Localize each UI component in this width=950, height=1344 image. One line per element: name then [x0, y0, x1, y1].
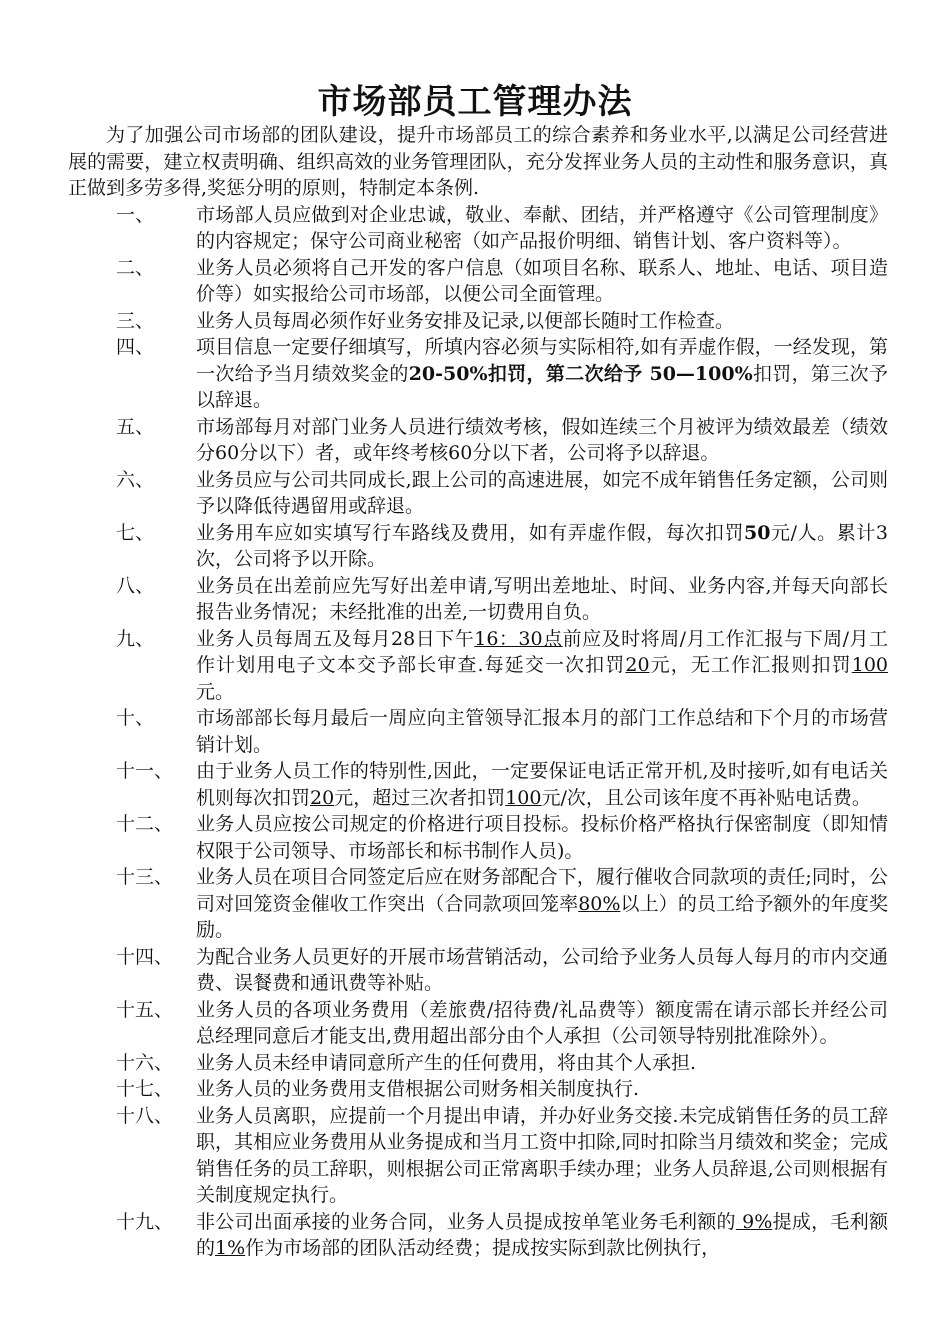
- clause-text: 业务人员的各项业务费用（差旅费/招待费/礼品费等）额度需在请示部长并经公司总经理同意后才能支出,费用超出部分由个人承担（公司领导特别批准除外）。: [196, 998, 888, 1047]
- clause-text-part: 业务人员每周五及每月28日下午: [196, 627, 475, 650]
- clause-text-part: 作为市场部的团队活动经费；提成按实际到款比例执行，: [245, 1237, 721, 1259]
- clause-text: 业务人员应按公司规定的价格进行项目投标。投标价格严格执行保密制度（即知情权限于公司领导、市场部长和标书制作人员)。: [196, 813, 888, 862]
- clause-number: 三、: [116, 309, 155, 332]
- clause-text-part: 业务人员在项目合同签定后应在财务部配合下，履行催收合同款项的责任;同时，公司对回笼资金催收工作突出（合同款项回笼率: [196, 866, 888, 915]
- clause-text: [148, 864, 888, 944]
- penalty-amount-bold: 50: [744, 521, 771, 544]
- rate-underlined: 1%: [215, 1237, 246, 1259]
- clause-15: [68, 997, 888, 1050]
- clause-16: [68, 1050, 888, 1077]
- clause-text: [148, 1209, 888, 1262]
- clause-7: [68, 520, 888, 573]
- clause-number: 十二、: [116, 813, 174, 835]
- clause-text: [148, 334, 888, 414]
- clause-3: [68, 308, 888, 335]
- clause-number: 六、: [116, 468, 155, 491]
- clause-text: [148, 626, 888, 706]
- clause-6: [68, 467, 888, 520]
- clause-18: [68, 1103, 888, 1209]
- clause-text-part: 前应及时将周/月工作汇报与下周/月工作计划用电子文本交予部长审查.每延交一次扣罚: [196, 627, 888, 676]
- clause-number: 九、: [116, 627, 155, 650]
- document-title: 市场部员工管理办法: [317, 82, 633, 122]
- clause-17: [68, 1076, 888, 1103]
- clause-text: 业务员应与公司共同成长,跟上公司的高速进展，如完不成年销售任务定额，公司则予以降低待遇留用或辞退。: [196, 468, 888, 517]
- clause-text-part: 提成，毛利额的: [196, 1210, 888, 1259]
- clause-text-part: 元。: [196, 680, 235, 703]
- clause-text-part: 元/次，且公司该年度不再补贴电话费。: [541, 786, 871, 809]
- clause-19: [68, 1209, 888, 1262]
- clause-text: 业务员在出差前应先写好出差申请,写明出差地址、时间、业务内容,并每天向部长报告业务情况；未经批准的出差,一切费用自负。: [196, 574, 888, 623]
- clause-number: 二、: [116, 256, 155, 279]
- clause-12: [68, 811, 888, 864]
- clause-11: [68, 758, 888, 811]
- clause-number: 十六、: [116, 1051, 174, 1074]
- deadline-underlined: 16：30点: [474, 627, 563, 650]
- clause-14: [68, 944, 888, 997]
- clause-text: [148, 758, 888, 811]
- clause-number: 十四、: [116, 945, 174, 968]
- clause-text-part: 项目信息一定要仔细填写，所填内容必须与实际相符,如有弄虚作假，一经发现，第一次给予当月绩效奖金的: [196, 336, 888, 385]
- rate-underlined: 9%: [735, 1210, 773, 1233]
- clause-number: 七、: [116, 521, 155, 544]
- rate-underlined: 80%: [578, 892, 621, 915]
- clause-text: 市场部人员应做到对企业忠诚，敬业、奉献、团结，并严格遵守《公司管理制度》的内容规定；保守公司商业秘密（如产品报价明细、销售计划、客户资料等）。: [196, 203, 888, 252]
- clause-4: [68, 334, 888, 414]
- clause-5: [68, 414, 888, 467]
- clause-number: 十九、: [116, 1210, 174, 1233]
- clause-number: 十五、: [116, 998, 174, 1021]
- penalty-amount-underlined: 20: [625, 654, 650, 676]
- clause-text-part: 由于业务人员工作的特别性,因此，一定要保证电话正常开机,及时接听,如有电话关机则每次扣罚: [196, 760, 888, 809]
- clause-text: 为配合业务人员更好的开展市场营销活动，公司给予业务人员每人每月的市内交通费、误餐费和通讯费等补贴。: [196, 945, 888, 994]
- penalty-amount-underlined: 20: [310, 786, 335, 809]
- clause-1: [68, 202, 888, 255]
- clause-number: 十七、: [116, 1078, 174, 1100]
- clause-text: 业务人员离职，应提前一个月提出申请，并办好业务交接.未完成销售任务的员工辞职，其相应业务费用从业务提成和当月工资中扣除,同时扣除当月绩效和奖金；完成销售任务的员工辞职，则根据公司正常离职手续办理；业务人员辞退,公司则根据有关制度规定执行。: [196, 1104, 888, 1206]
- clause-13: [68, 864, 888, 944]
- document-body: [68, 122, 888, 1262]
- clause-number: 十一、: [116, 760, 174, 782]
- clause-text-part: 扣罚，第三次予以辞退。: [196, 362, 888, 411]
- clause-8: [68, 573, 888, 626]
- clause-number: 八、: [116, 574, 155, 597]
- clause-text-part: 元，超过三次者扣罚: [334, 786, 506, 809]
- clause-number: 十、: [116, 707, 155, 729]
- clause-text: [148, 520, 888, 573]
- clause-number: 一、: [116, 203, 155, 226]
- clause-text: 业务人员的业务费用支借根据公司财务相关制度执行.: [196, 1078, 640, 1100]
- clause-text: 业务人员未经申请同意所产生的任何费用，将由其个人承担.: [196, 1051, 697, 1074]
- clause-text: 市场部部长每月最后一周应向主管领导汇报本月的部门工作总结和下个月的市场营销计划。: [196, 707, 888, 756]
- clause-text-part: 元，无工作汇报则扣罚: [649, 654, 852, 676]
- penalty-amount-underlined: 100: [505, 786, 542, 809]
- clause-text-part: 元/人。累计3次，公司将予以开除。: [196, 521, 888, 570]
- clause-number: 十三、: [116, 866, 174, 888]
- clause-text: 业务人员每周必须作好业务安排及记录,以便部长随时工作检查。: [196, 309, 735, 332]
- clause-number: 十八、: [116, 1104, 174, 1127]
- clause-text: 市场部每月对部门业务人员进行绩效考核，假如连续三个月被评为绩效最差（绩效分60分以下）者，或年终考核60分以下者，公司将予以辞退。: [196, 415, 888, 464]
- intro-paragraph: 为了加强公司市场部的团队建设，提升市场部员工的综合素养和务业水平,以满足公司经营进展的需要，建立权责明确、组织高效的业务管理团队，充分发挥业务人员的主动性和服务意识，真正做到多劳多得,奖惩分明的原则，特制定本条例.: [68, 124, 888, 199]
- clause-text-part: 以上）的员工给予额外的年度奖励。: [196, 892, 888, 941]
- clause-number: 四、: [116, 336, 155, 358]
- clause-number: 五、: [116, 415, 155, 438]
- clause-9: [68, 626, 888, 706]
- clause-10: [68, 705, 888, 758]
- clause-text: 业务人员必须将自己开发的客户信息（如项目名称、联系人、地址、电话、项目造价等）如实报给公司市场部，以便公司全面管理。: [196, 256, 888, 305]
- clause-text-part: 业务用车应如实填写行车路线及费用，如有弄虚作假，每次扣罚: [196, 521, 745, 544]
- penalty-amount-underlined: 100: [851, 654, 888, 676]
- clause-text-part: 非公司出面承接的业务合同，业务人员提成按单笔业务毛利额的: [196, 1210, 736, 1233]
- penalty-rate-bold: 20-50%扣罚，第二次给予 50—100%: [408, 362, 753, 385]
- clause-2: [68, 255, 888, 308]
